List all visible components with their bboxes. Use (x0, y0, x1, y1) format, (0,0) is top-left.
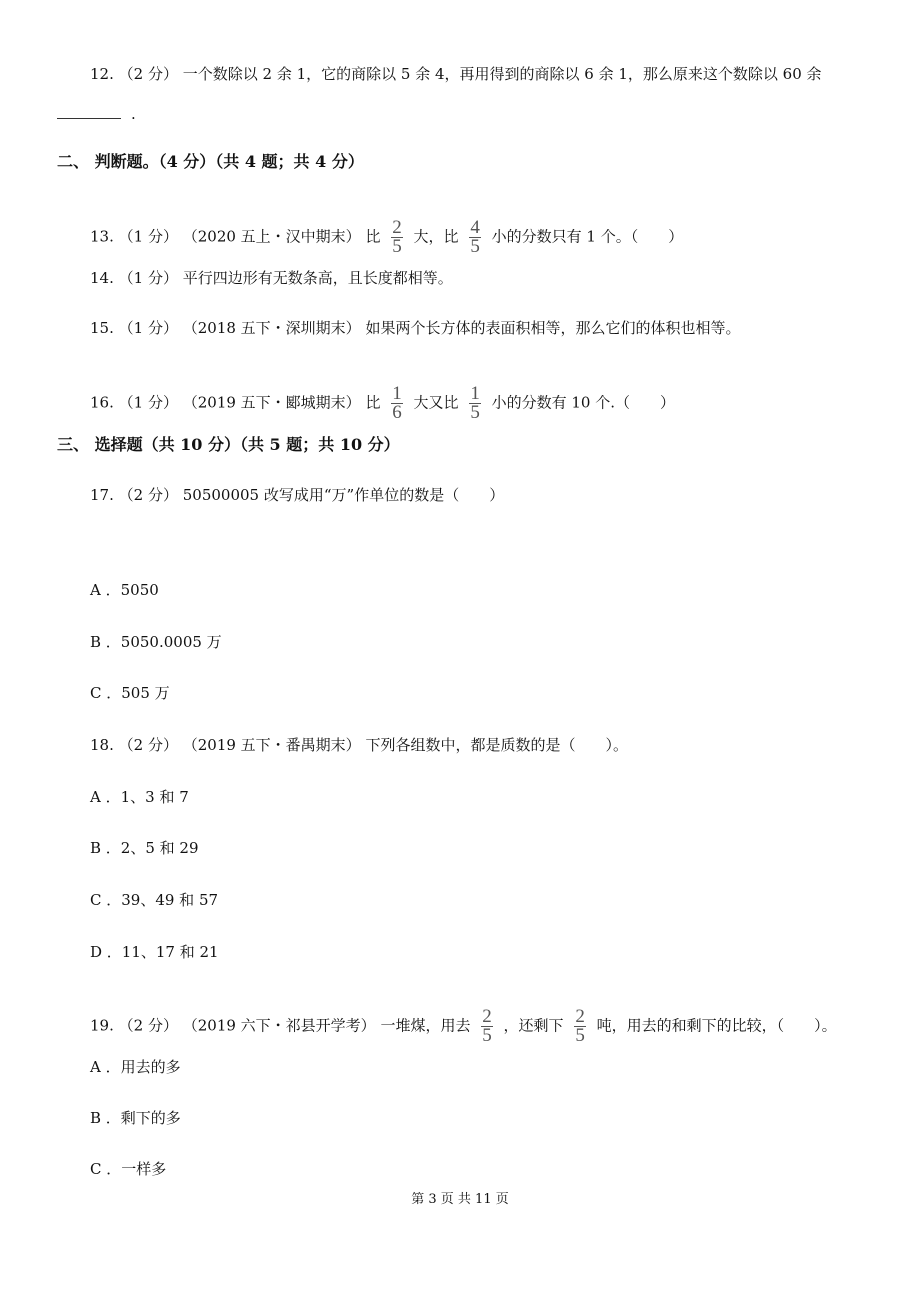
fraction-numerator: 4 (470, 217, 480, 238)
question-points: （2 分） (118, 736, 178, 754)
option-d[interactable]: D ．11、17 和 21 (90, 943, 219, 961)
section-2-heading: 二、 判断题。（4 分）（共 4 题；共 4 分） (57, 152, 364, 171)
fraction-two-fifths (574, 1008, 586, 1045)
question-number: 15. (90, 319, 114, 337)
question-number: 14. (90, 269, 114, 287)
question-number: 16. (90, 393, 114, 412)
answer-blank[interactable] (57, 106, 121, 119)
question-text-post: 小的分数只有 1 个。（ ） (491, 227, 684, 246)
question-source: （2019 五下・郾城期末） (182, 393, 361, 412)
option-b[interactable]: B ．5050.0005 万 (90, 633, 222, 651)
question-text-post: 小的分数有 10 个.（ ） (491, 393, 676, 412)
fraction-numerator: 1 (470, 383, 480, 404)
question-source: （2019 六下・祁县开学考） (182, 1016, 376, 1035)
question-14 (90, 268, 453, 288)
fraction-numerator: 2 (392, 217, 402, 238)
question-points: （1 分） (118, 227, 178, 246)
option-c[interactable]: C ．505 万 (90, 684, 170, 702)
question-points: （2 分） (118, 65, 178, 83)
question-source: （2020 五上・汉中期末） (182, 227, 361, 246)
question-text: 如果两个长方体的表面积相等，那么它们的体积也相等。 (365, 319, 741, 337)
fraction-denominator: 5 (392, 236, 402, 257)
question-text-post: 吨，用去的和剩下的比较，（ ）。 (596, 1016, 837, 1035)
question-number: 18. (90, 736, 114, 754)
option-a[interactable]: A ．1、3 和 7 (90, 788, 189, 806)
question-number: 19. (90, 1016, 114, 1035)
question-points: （1 分） (118, 269, 178, 287)
question-points: （2 分） (118, 1016, 178, 1035)
fraction-numerator: 1 (392, 383, 402, 404)
question-12-answer-line (57, 104, 136, 124)
fraction-one-sixth (391, 385, 403, 422)
question-text-mid: 大，比 (413, 227, 459, 246)
question-number: 17. (90, 486, 114, 504)
question-16 (90, 385, 675, 422)
question-12 (90, 64, 822, 84)
question-source: （2019 五下・番禺期末） (182, 736, 361, 754)
option-c[interactable]: C ．一样多 (90, 1160, 167, 1178)
fraction-two-fifths (481, 1008, 493, 1045)
option-b[interactable]: B ．2、5 和 29 (90, 839, 199, 857)
question-points: （1 分） (118, 319, 178, 337)
question-text-pre: 一堆煤，用去 (380, 1016, 471, 1035)
fraction-denominator: 5 (470, 402, 480, 423)
question-text-mid: ，还剩下 (503, 1016, 564, 1035)
fraction-four-fifths (469, 219, 481, 256)
question-text: 一个数除以 2 余 1，它的商除以 5 余 4，再用得到的商除以 6 余 1，那么原来这个数除以 60 余 (182, 65, 822, 83)
question-text: 下列各组数中，都是质数的是（ ）。 (365, 736, 628, 754)
question-text-pre: 比 (365, 393, 381, 412)
page-footer: 第 3 页 共 11 页 (411, 1192, 509, 1207)
section-3-heading: 三、 选择题（共 10 分）（共 5 题；共 10 分） (57, 435, 400, 454)
question-end-mark: . (131, 105, 136, 123)
fraction-numerator: 2 (482, 1006, 492, 1027)
question-number: 12. (90, 65, 114, 83)
question-15 (90, 318, 740, 338)
question-points: （2 分） (118, 486, 178, 504)
question-source: （2018 五下・深圳期末） (182, 319, 361, 337)
option-a[interactable]: A ．用去的多 (90, 1058, 181, 1076)
question-text-mid: 大又比 (413, 393, 459, 412)
fraction-two-fifths (391, 219, 403, 256)
fraction-one-fifth (469, 385, 481, 422)
fraction-denominator: 5 (482, 1025, 492, 1046)
fraction-denominator: 5 (470, 236, 480, 257)
question-text: 平行四边形有无数条高，且长度都相等。 (182, 269, 453, 287)
option-a[interactable]: A ．5050 (90, 581, 159, 599)
option-c[interactable]: C ．39、49 和 57 (90, 891, 219, 909)
question-points: （1 分） (118, 393, 178, 412)
question-18 (90, 735, 628, 755)
question-19 (90, 1008, 837, 1045)
question-number: 13. (90, 227, 114, 246)
fraction-numerator: 2 (575, 1006, 585, 1027)
question-text: 50500005 改写成用“万”作单位的数是（ ） (182, 486, 505, 504)
option-b[interactable]: B ．剩下的多 (90, 1109, 181, 1127)
question-13 (90, 219, 683, 256)
question-text-pre: 比 (365, 227, 381, 246)
fraction-denominator: 6 (392, 402, 402, 423)
question-17 (90, 485, 504, 505)
fraction-denominator: 5 (575, 1025, 585, 1046)
